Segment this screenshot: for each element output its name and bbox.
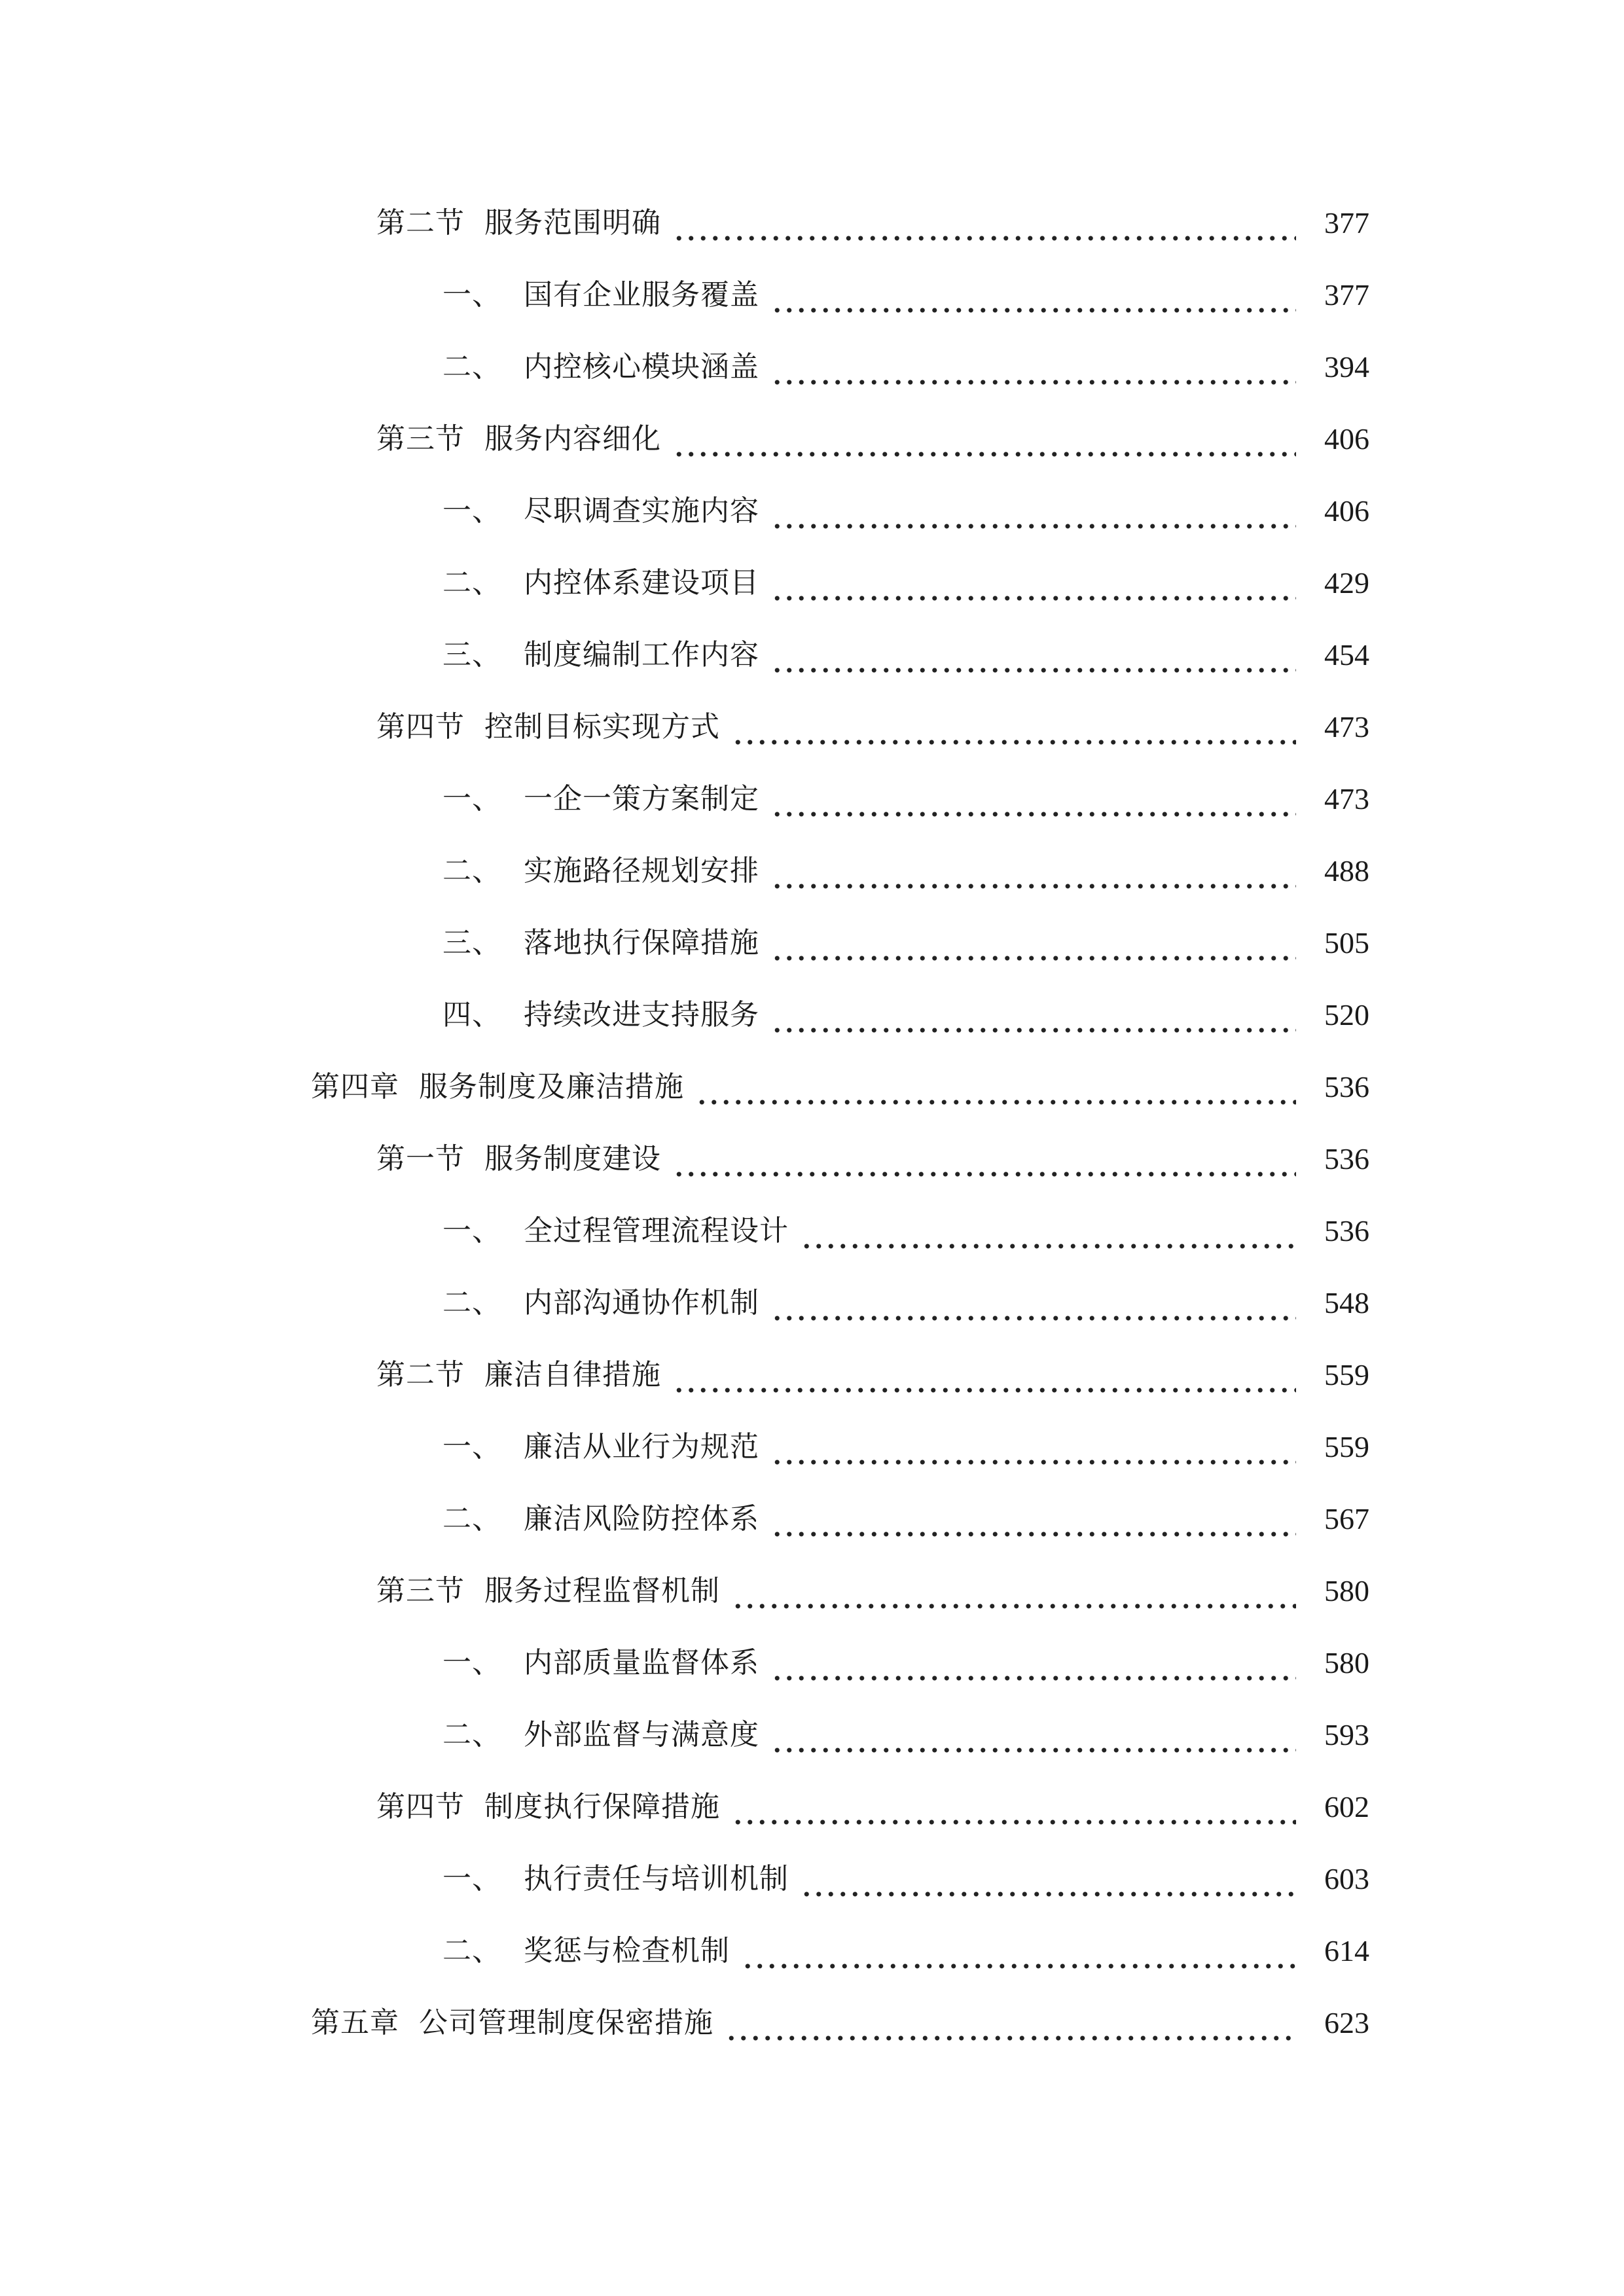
toc-entry-number: 一、: [442, 1430, 501, 1463]
toc-dot-leader: [801, 1221, 1296, 1249]
toc-dot-leader: [771, 1653, 1296, 1681]
toc-page-number: 536: [1324, 1142, 1369, 1175]
toc-page-number: 520: [1324, 998, 1369, 1031]
toc-entry-title: [442, 1502, 759, 1535]
toc-entry-label: 尽职调查实施内容: [524, 494, 759, 528]
toc-entry-label: 落地执行保障措施: [524, 926, 759, 960]
toc-page-number: 454: [1324, 638, 1369, 672]
toc-page-number: 377: [1324, 206, 1369, 240]
toc-entry-label: 制度编制工作内容: [524, 638, 759, 672]
toc-entry-label: 廉洁从业行为规范: [524, 1430, 759, 1463]
toc-entry-title: [442, 566, 759, 600]
toc-entry[interactable]: [0, 547, 1624, 619]
toc-page-number: 536: [1324, 1070, 1369, 1103]
toc-page-number: 377: [1324, 278, 1369, 312]
toc-entry[interactable]: [0, 1123, 1624, 1195]
toc-page-number: 505: [1324, 926, 1369, 960]
toc-entry-label: 内控核心模块涵盖: [524, 350, 759, 384]
toc-page-number: 567: [1324, 1502, 1369, 1535]
toc-page-number: 580: [1324, 1646, 1369, 1679]
toc-dot-leader: [732, 1797, 1296, 1825]
toc-page-number: 429: [1324, 566, 1369, 600]
toc-entry-number: 一、: [442, 278, 501, 312]
toc-entry[interactable]: [0, 331, 1624, 403]
toc-entry-title: [376, 710, 720, 744]
toc-entry-number: 第二节: [376, 206, 465, 240]
toc-dot-leader: [742, 1941, 1296, 1969]
toc-entry-number: 二、: [442, 566, 501, 600]
toc-entry[interactable]: [0, 1987, 1624, 2059]
toc-entry-title: [442, 998, 759, 1031]
toc-entry-number: 二、: [442, 350, 501, 384]
toc-entry-number: 第五章: [311, 2006, 399, 2039]
toc-entry-title: [442, 1646, 759, 1679]
toc-entry-label: 实施路径规划安排: [524, 854, 759, 888]
toc-entry-number: 四、: [442, 998, 501, 1031]
toc-entry-title: [442, 782, 759, 816]
toc-entry[interactable]: [0, 1843, 1624, 1915]
toc-entry[interactable]: [0, 1915, 1624, 1987]
toc-dot-leader: [732, 717, 1296, 745]
toc-entry-label: 廉洁风险防控体系: [524, 1502, 759, 1535]
toc-dot-leader: [673, 429, 1296, 457]
toc-entry-number: 二、: [442, 1934, 501, 1967]
toc-entry-title: [442, 1862, 789, 1895]
toc-entry-label: 控制目标实现方式: [484, 710, 720, 744]
toc-entry-label: 国有企业服务覆盖: [524, 278, 759, 312]
toc-dot-leader: [771, 573, 1296, 601]
table-of-contents: [0, 187, 1624, 2059]
toc-page-number: 548: [1324, 1286, 1369, 1319]
toc-page-number: 473: [1324, 710, 1369, 744]
toc-entry-number: 第三节: [376, 1574, 465, 1607]
toc-entry-number: 二、: [442, 1286, 501, 1319]
toc-dot-leader: [673, 1365, 1296, 1393]
toc-entry-title: [311, 2006, 713, 2039]
toc-dot-leader: [771, 357, 1296, 386]
toc-page-number: 536: [1324, 1214, 1369, 1247]
toc-page-number: 593: [1324, 1718, 1369, 1751]
toc-entry-number: 第一节: [376, 1142, 465, 1175]
toc-page-number: 406: [1324, 422, 1369, 456]
toc-dot-leader: [673, 213, 1296, 242]
toc-dot-leader: [771, 1293, 1296, 1321]
toc-entry-label: 奖惩与检查机制: [524, 1934, 730, 1967]
toc-entry[interactable]: [0, 691, 1624, 763]
toc-entry-label: 廉洁自律措施: [484, 1358, 661, 1391]
toc-entry[interactable]: [0, 619, 1624, 691]
toc-entry-label: 外部监督与满意度: [524, 1718, 759, 1751]
toc-entry-title: [442, 1286, 759, 1319]
toc-entry-title: [376, 1790, 720, 1823]
toc-entry[interactable]: [0, 1195, 1624, 1267]
toc-entry[interactable]: [0, 1051, 1624, 1123]
toc-entry-label: 一企一策方案制定: [524, 782, 759, 816]
toc-dot-leader: [771, 285, 1296, 314]
toc-page-number: 473: [1324, 782, 1369, 816]
toc-entry-title: [376, 1574, 720, 1607]
toc-entry-number: 一、: [442, 1646, 501, 1679]
toc-entry-label: 公司管理制度保密措施: [419, 2006, 713, 2039]
toc-entry-number: 第四节: [376, 710, 465, 744]
toc-entry[interactable]: [0, 763, 1624, 835]
toc-entry-label: 服务制度建设: [484, 1142, 661, 1175]
toc-entry-label: 服务范围明确: [484, 206, 661, 240]
toc-entry[interactable]: [0, 475, 1624, 547]
toc-entry-title: [376, 206, 661, 240]
toc-dot-leader: [771, 1725, 1296, 1753]
toc-page-number: 623: [1324, 2006, 1369, 2039]
toc-entry-number: 三、: [442, 638, 501, 672]
toc-page-number: 559: [1324, 1358, 1369, 1391]
toc-entry-title: [442, 350, 759, 384]
toc-page-number: 614: [1324, 1934, 1369, 1967]
toc-page-number: 559: [1324, 1430, 1369, 1463]
toc-entry[interactable]: [0, 1555, 1624, 1627]
toc-dot-leader: [771, 1437, 1296, 1465]
toc-entry[interactable]: [0, 187, 1624, 259]
toc-entry[interactable]: [0, 1771, 1624, 1843]
toc-dot-leader: [771, 1509, 1296, 1537]
toc-dot-leader: [771, 861, 1296, 889]
toc-entry-label: 内部沟通协作机制: [524, 1286, 759, 1319]
toc-entry-label: 服务制度及廉洁措施: [419, 1070, 684, 1103]
toc-entry-number: 一、: [442, 494, 501, 528]
toc-entry[interactable]: [0, 259, 1624, 331]
toc-page-number: 406: [1324, 494, 1369, 528]
toc-entry-title: [442, 494, 759, 528]
toc-entry-number: 一、: [442, 1862, 501, 1895]
toc-dot-leader: [673, 1149, 1296, 1177]
toc-entry[interactable]: [0, 1627, 1624, 1699]
toc-entry-number: 二、: [442, 1718, 501, 1751]
toc-entry-number: 三、: [442, 926, 501, 960]
toc-entry-number: 二、: [442, 1502, 501, 1535]
toc-entry-label: 持续改进支持服务: [524, 998, 759, 1031]
toc-entry-title: [442, 1430, 759, 1463]
toc-entry-label: 服务内容细化: [484, 422, 661, 456]
toc-entry-title: [442, 926, 759, 960]
toc-entry-number: 一、: [442, 782, 501, 816]
toc-entry-label: 内控体系建设项目: [524, 566, 759, 600]
toc-dot-leader: [771, 1005, 1296, 1033]
toc-entry-label: 全过程管理流程设计: [524, 1214, 789, 1247]
toc-entry[interactable]: [0, 1411, 1624, 1483]
toc-entry-number: 第四节: [376, 1790, 465, 1823]
toc-entry[interactable]: [0, 835, 1624, 907]
toc-entry-label: 服务过程监督机制: [484, 1574, 720, 1607]
toc-dot-leader: [801, 1869, 1296, 1897]
toc-entry[interactable]: [0, 1267, 1624, 1339]
toc-entry[interactable]: [0, 403, 1624, 475]
toc-entry-title: [376, 1142, 661, 1175]
toc-entry-title: [376, 422, 661, 456]
toc-entry[interactable]: [0, 907, 1624, 979]
toc-page-number: 488: [1324, 854, 1369, 888]
toc-entry-number: 二、: [442, 854, 501, 888]
toc-page-number: 580: [1324, 1574, 1369, 1607]
toc-dot-leader: [732, 1581, 1296, 1609]
toc-entry-number: 一、: [442, 1214, 501, 1247]
toc-entry[interactable]: [0, 1339, 1624, 1411]
toc-entry[interactable]: [0, 979, 1624, 1051]
toc-entry-number: 第三节: [376, 422, 465, 456]
toc-entry[interactable]: [0, 1483, 1624, 1555]
toc-entry-title: [442, 854, 759, 888]
toc-entry-title: [376, 1358, 661, 1391]
toc-entry-title: [442, 1214, 789, 1247]
toc-entry-number: 第二节: [376, 1358, 465, 1391]
toc-dot-leader: [725, 2013, 1296, 2041]
toc-dot-leader: [771, 501, 1296, 529]
toc-page-number: 394: [1324, 350, 1369, 384]
toc-entry-title: [311, 1070, 684, 1103]
toc-dot-leader: [771, 645, 1296, 673]
toc-page-number: 603: [1324, 1862, 1369, 1895]
toc-entry[interactable]: [0, 1699, 1624, 1771]
toc-entry-number: 第四章: [311, 1070, 399, 1103]
toc-dot-leader: [696, 1077, 1296, 1105]
toc-page-number: 602: [1324, 1790, 1369, 1823]
toc-dot-leader: [771, 933, 1296, 961]
toc-entry-label: 执行责任与培训机制: [524, 1862, 789, 1895]
toc-entry-title: [442, 278, 759, 312]
toc-entry-title: [442, 1718, 759, 1751]
toc-entry-label: 制度执行保障措施: [484, 1790, 720, 1823]
toc-entry-label: 内部质量监督体系: [524, 1646, 759, 1679]
toc-entry-title: [442, 638, 759, 672]
toc-dot-leader: [771, 789, 1296, 817]
toc-entry-title: [442, 1934, 730, 1967]
